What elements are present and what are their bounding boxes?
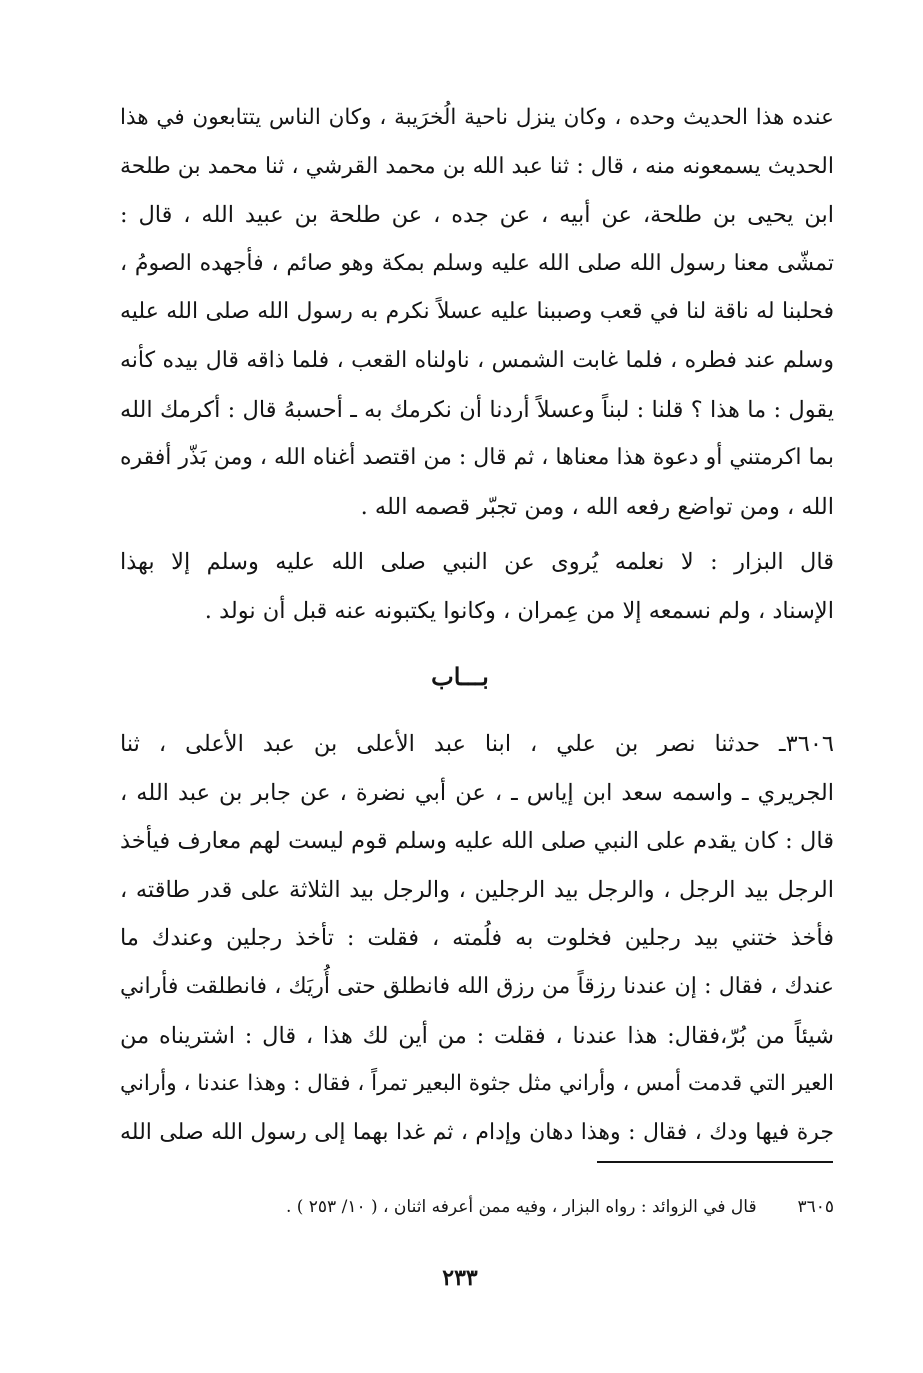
- text-line: بما اكرمتني أو دعوة هذا معناها ، ثم قال : من اقتصد أغناه الله ، ومن بَذّر أفقره: [120, 445, 834, 471]
- text-line: قال : كان يقدم على النبي صلى الله عليه وسلم قوم ليست لهم معارف فيأخذ: [120, 828, 834, 855]
- text-line: عنده هذا الحديث وحده ، وكان ينزل ناحية الُخرَيبة ، وكان الناس يتتابعون في هذا: [120, 105, 834, 130]
- text-line: فحلبنا له ناقة لنا في قعب وصببنا عليه عسلاً نكرم به رسول الله صلى الله عليه: [120, 299, 834, 325]
- bazzar-comment-paragraph: [120, 538, 834, 635]
- text-line: تمشّى معنا رسول الله صلى الله عليه وسلم بمكة وهو صائم ، فأجهده الصومُ ،: [120, 250, 834, 276]
- footnote-text: قال في الزوائد : رواه البزار ، وفيه ممن أعرفه اثنان ، ( ١٠/ ٢٥٣ ) .: [285, 1197, 757, 1217]
- text-line: ابن يحيى بن طلحة، عن أبيه ، عن جده ، عن طلحة بن عبيد الله ، قال :: [120, 202, 834, 229]
- text-line: وسلم عند فطره ، فلما غابت الشمس ، ناولناه القعب ، فلما ذاقه قال بيده كأنه: [120, 347, 834, 373]
- hadith-paragraph: [120, 94, 834, 531]
- text-line: العير التي قدمت أمس ، وأراني مثل جثوة البعير تمراً ، فقال : وهذا عندنا ، وأراني: [120, 1071, 834, 1097]
- text-line: الله ، ومن تواضع رفعه الله ، ومن تجبّر قصمه الله .: [360, 493, 834, 520]
- footnote-number: ٣٦٠٥: [797, 1197, 834, 1217]
- text-line: يقول : ما هذا ؟ قلنا : لبناً وعسلاً أردنا أن نكرمك به ـ أحسبهُ قال : أكرمك الله: [120, 396, 834, 423]
- footnote-divider: [597, 1161, 833, 1163]
- text-line: ٣٦٠٦ـ حدثنا نصر بن علي ، ابنا عبد الأعلى بن عبد الأعلى ، ثنا: [120, 731, 834, 757]
- text-line: الرجل بيد الرجل ، والرجل بيد الرجلين ، والرجل بيد الثلاثة على قدر طاقته ،: [120, 876, 834, 903]
- page-number: ٢٣٣: [442, 1265, 478, 1291]
- text-line: شيئاً من بُرّ،فقال: هذا عندنا ، فقلت : من أين لك هذا ، قال : اشتريناه من: [120, 1022, 834, 1049]
- text-line: جرة فيها ودك ، فقال : وهذا دهان وإدام ، ثم غدا بهما إلى رسول الله صلى الله: [120, 1119, 834, 1145]
- text-line: الحديث يسمعونه منه ، قال : ثنا عبد الله بن محمد القرشي ، ثنا محمد بن طلحة: [120, 153, 834, 179]
- footnote: [240, 1190, 834, 1224]
- text-line: الجريري ـ واسمه سعد ابن إياس ـ ، عن أبي نضرة ، عن جابر بن عبد الله ،: [120, 779, 834, 806]
- text-line: الإسناد ، ولم نسمعه إلا من عِمران ، وكانوا يكتبونه عنه قبل أن نولد .: [204, 597, 834, 624]
- section-heading: بـــاب: [431, 662, 489, 691]
- text-line: عندك ، فقال : إن عندنا رزقاً من رزق الله فانطلق حتى أُريَك ، فانطلقت فأراني: [120, 973, 834, 999]
- hadith-3606-paragraph: [120, 720, 834, 1157]
- text-line: فأخذ ختني بيد رجلين فخلوت به فلُمته ، فقلت : تأخذ رجلين وعندك ما: [120, 925, 834, 952]
- text-line: قال البزار : لا نعلمه يُروى عن النبي صلى الله عليه وسلم إلا بهذا: [120, 549, 834, 575]
